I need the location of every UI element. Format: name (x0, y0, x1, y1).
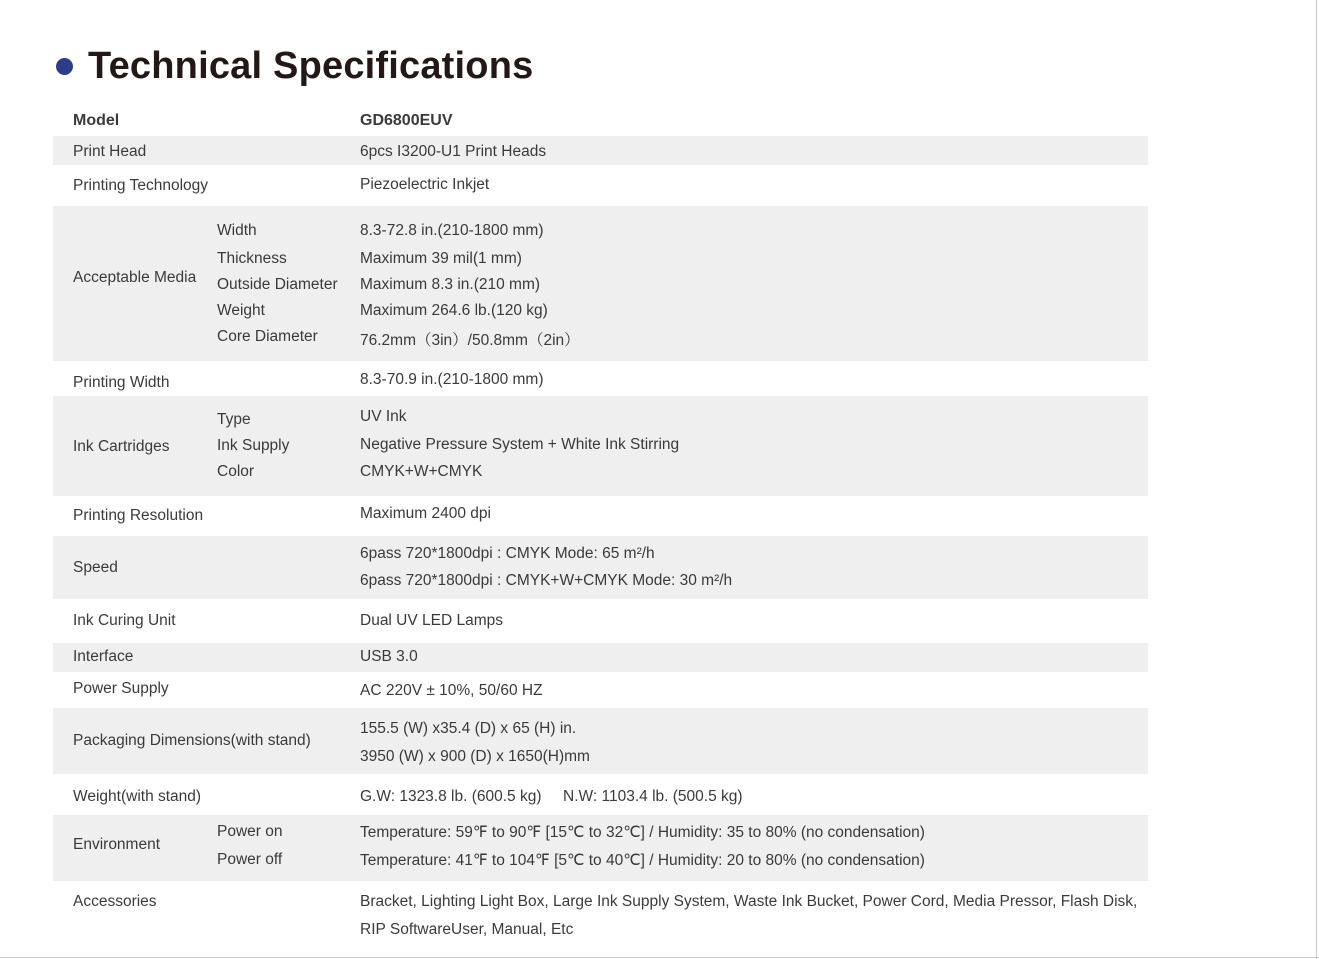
sub-label: Power off (217, 851, 283, 868)
frame-right-border (1316, 0, 1317, 959)
frame-bottom-border (0, 957, 1319, 958)
spec-value: Dual UV LED Lamps (360, 612, 504, 629)
spec-value: Temperature: 59℉ to 90℉ [15℃ to 32℃] / Humidity: 35 to 80% (no condensation) (360, 824, 925, 841)
spec-value: 6pass 720*1800dpi : CMYK+W+CMYK Mode: 30 m²/h (360, 572, 733, 589)
spec-row-environment (53, 815, 1148, 881)
spec-value: 8.3-70.9 in.(210-1800 mm) (360, 371, 544, 388)
sub-label: Color (217, 463, 255, 480)
spec-label: Print Head (73, 143, 147, 160)
spec-value: Piezoelectric Inkjet (360, 176, 490, 193)
spec-label: Printing Width (73, 374, 170, 391)
spec-row-printing-resolution (53, 496, 1148, 536)
spec-label: Printing Technology (73, 177, 208, 194)
sub-label: Ink Supply (217, 437, 290, 454)
spec-value: CMYK+W+CMYK (360, 463, 483, 480)
bullet-dot-icon (56, 58, 73, 75)
spec-value: AC 220V ± 10%, 50/60 HZ (360, 682, 543, 699)
spec-value: Maximum 264.6 lb.(120 kg) (360, 302, 548, 319)
spec-row-print-head (53, 136, 1148, 165)
spec-row-weight (53, 774, 1148, 815)
spec-value: 8.3-72.8 in.(210-1800 mm) (360, 222, 544, 239)
spec-row-ink-cartridges (53, 396, 1148, 496)
spec-label: Speed (73, 559, 118, 576)
spec-label: Ink Cartridges (73, 438, 170, 455)
spec-value: Negative Pressure System + White Ink Stirring (360, 436, 680, 453)
spec-label: Accessories (73, 893, 157, 910)
sub-label: Width (217, 222, 257, 239)
spec-value: 3950 (W) x 900 (D) x 1650(H)mm (360, 748, 590, 765)
spec-label: Environment (73, 836, 161, 853)
sub-label: Type (217, 411, 251, 428)
spec-label: Weight(with stand) (73, 788, 202, 805)
model-label: Model (73, 112, 120, 129)
sub-label: Thickness (217, 250, 287, 267)
spec-row-printing-width (53, 361, 1148, 396)
spec-value: 76.2mm（3in）/50.8mm（2in） (360, 332, 580, 349)
spec-value: UV Ink (360, 408, 407, 425)
sub-label: Power on (217, 823, 283, 840)
spec-label: Power Supply (73, 680, 169, 697)
spec-row-printing-technology (53, 165, 1148, 206)
spec-row-speed (53, 536, 1148, 599)
spec-value: Bracket, Lighting Light Box, Large Ink Supply System, Waste Ink Bucket, Power Cord, Media Pressor, Flash Disk, (360, 893, 1138, 910)
spec-label: Ink Curing Unit (73, 612, 176, 629)
spec-value: Maximum 2400 dpi (360, 505, 491, 522)
spec-label: Packaging Dimensions(with stand) (73, 732, 311, 749)
spec-row-model (53, 107, 1148, 135)
sub-label: Weight (217, 302, 265, 319)
spec-value: 6pass 720*1800dpi : CMYK Mode: 65 m²/h (360, 545, 655, 562)
spec-row-ink-curing-unit (53, 599, 1148, 643)
spec-value: 155.5 (W) x35.4 (D) x 65 (H) in. (360, 720, 577, 737)
spec-row-interface (53, 643, 1148, 672)
section-heading (56, 42, 533, 90)
spec-row-accessories (53, 881, 1148, 951)
spec-value: 6pcs I3200-U1 Print Heads (360, 143, 547, 160)
model-value: GD6800EUV (360, 112, 453, 129)
spec-label: Acceptable Media (73, 269, 197, 286)
spec-value: Temperature: 41℉ to 104℉ [5℃ to 40℃] / Humidity: 20 to 80% (no condensation) (360, 852, 925, 869)
spec-row-packaging-dimensions (53, 708, 1148, 774)
spec-value: G.W: 1323.8 lb. (600.5 kg) N.W: 1103.4 lb. (500.5 kg) (360, 788, 743, 805)
page-title: Technical Specifications (88, 44, 534, 87)
spec-value: Maximum 39 mil(1 mm) (360, 250, 522, 267)
sub-label: Core Diameter (217, 328, 318, 345)
spec-label: Printing Resolution (73, 507, 204, 524)
spec-row-power-supply (53, 672, 1148, 708)
sub-label: Outside Diameter (217, 276, 338, 293)
spec-row-acceptable-media (53, 206, 1148, 361)
spec-label: Interface (73, 648, 134, 665)
spec-value: Maximum 8.3 in.(210 mm) (360, 276, 541, 293)
spec-value: RIP SoftwareUser, Manual, Etc (360, 921, 574, 938)
spec-value: USB 3.0 (360, 648, 418, 665)
